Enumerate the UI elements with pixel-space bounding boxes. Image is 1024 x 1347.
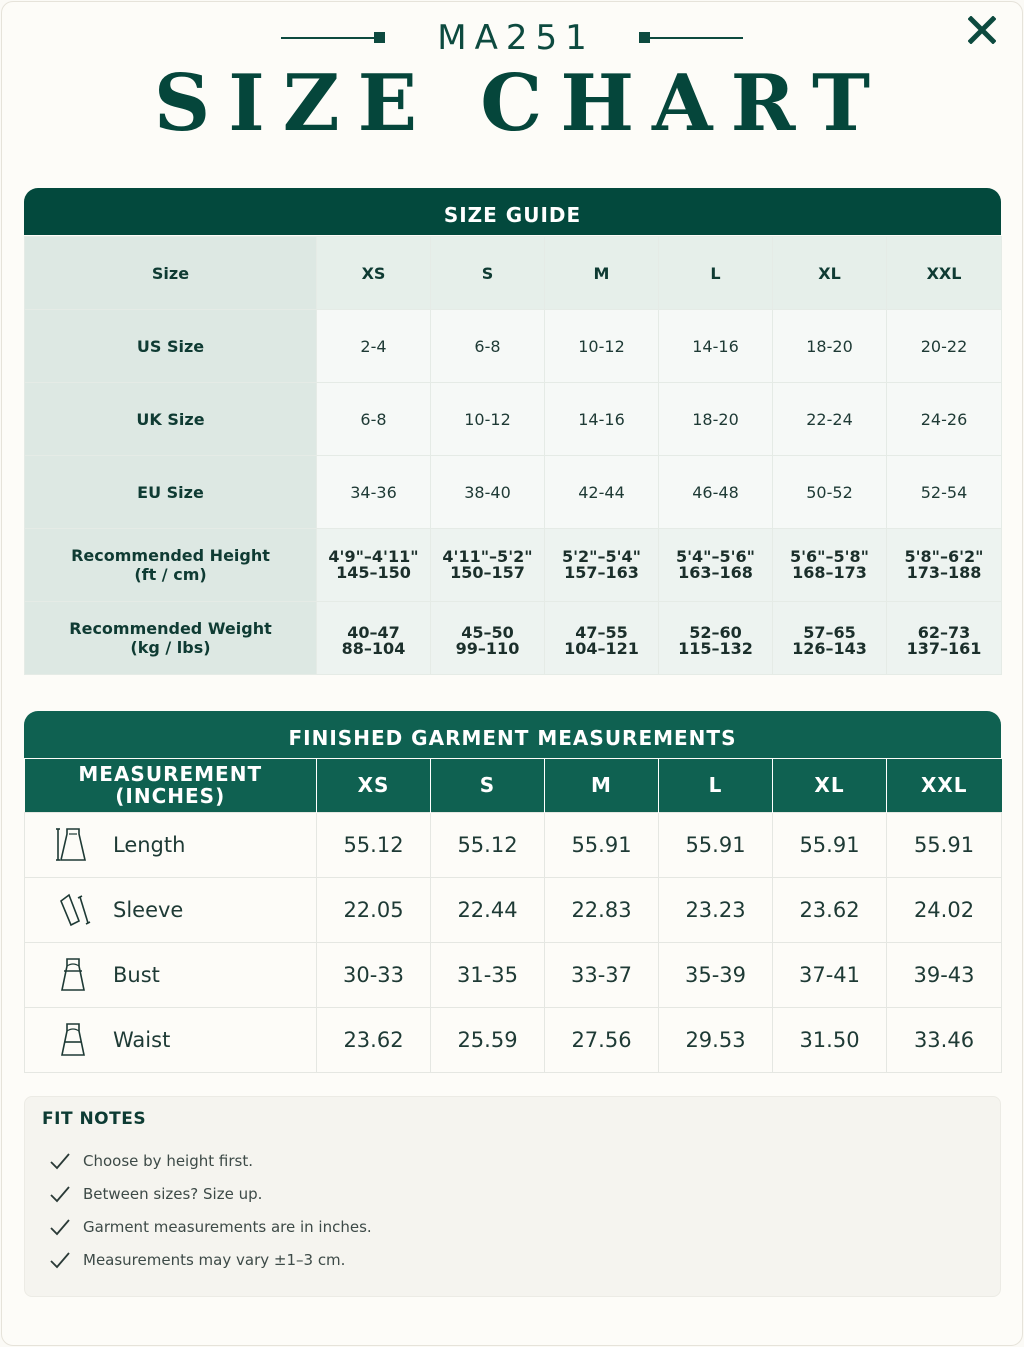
measurement-value: 55.12 bbox=[317, 812, 431, 877]
weight-lbs: 104–121 bbox=[564, 639, 639, 658]
height-row bbox=[25, 529, 1002, 602]
table-cell: 38-40 bbox=[431, 456, 545, 529]
size-column-header: XL bbox=[773, 759, 887, 812]
height-cm: 150–157 bbox=[450, 563, 525, 582]
table-cell: 22-24 bbox=[773, 383, 887, 456]
table-cell: 42-44 bbox=[545, 456, 659, 529]
measurement-label-cell bbox=[25, 812, 317, 877]
size-cell: L bbox=[659, 237, 773, 310]
size-column-header: M bbox=[545, 759, 659, 812]
checkmark-icon bbox=[49, 1151, 71, 1171]
size-cell: M bbox=[545, 237, 659, 310]
decorative-line-right bbox=[639, 37, 743, 39]
size-cell: S bbox=[431, 237, 545, 310]
checkmark-icon bbox=[49, 1250, 71, 1270]
table-cell: 18-20 bbox=[773, 310, 887, 383]
weight-kg: 45–50 bbox=[461, 623, 514, 642]
measurement-value: 55.91 bbox=[887, 812, 1002, 877]
size-guide-row bbox=[25, 310, 1002, 383]
height-ft: 5'8"–6'2" bbox=[904, 547, 984, 566]
row-label bbox=[25, 529, 317, 602]
measurement-value: 22.05 bbox=[317, 877, 431, 942]
weight-cell bbox=[317, 602, 431, 675]
measurement-label-cell bbox=[25, 877, 317, 942]
measurement-label: Waist bbox=[113, 1027, 171, 1052]
measurement-value: 55.91 bbox=[773, 812, 887, 877]
weight-cell bbox=[887, 602, 1002, 675]
measurement-value: 55.91 bbox=[545, 812, 659, 877]
product-code: MA251 bbox=[437, 18, 595, 58]
height-cell bbox=[773, 529, 887, 602]
table-cell: 20-22 bbox=[887, 310, 1002, 383]
size-column-header: XS bbox=[317, 759, 431, 812]
measurement-value: 31-35 bbox=[431, 942, 545, 1007]
table-cell: 10-12 bbox=[545, 310, 659, 383]
height-ft: 5'6"–5'8" bbox=[790, 547, 869, 566]
weight-kg: 47–55 bbox=[575, 623, 628, 642]
fit-note-text: Garment measurements are in inches. bbox=[83, 1218, 372, 1236]
bust-icon bbox=[53, 955, 93, 995]
size-row bbox=[25, 237, 1002, 310]
measurement-value: 24.02 bbox=[887, 877, 1002, 942]
height-cell bbox=[887, 529, 1002, 602]
size-guide-row bbox=[25, 383, 1002, 456]
height-cm: 168–173 bbox=[792, 563, 867, 582]
table-cell: 10-12 bbox=[431, 383, 545, 456]
measurement-value: 39-43 bbox=[887, 942, 1002, 1007]
garment-measurements-table bbox=[24, 759, 1002, 1073]
page-title: SIZE CHART bbox=[153, 58, 889, 149]
table-row bbox=[25, 1007, 1002, 1072]
weight-kg: 62–73 bbox=[917, 623, 971, 642]
size-guide-header: SIZE GUIDE bbox=[24, 188, 1001, 235]
fit-note-item bbox=[49, 1217, 372, 1237]
size-guide-row bbox=[25, 456, 1002, 529]
weight-row bbox=[25, 602, 1002, 675]
measurement-value: 31.50 bbox=[773, 1007, 887, 1072]
weight-lbs: 115–132 bbox=[678, 639, 753, 658]
row-label: UK Size bbox=[25, 383, 317, 456]
weight-kg: 57–65 bbox=[803, 623, 856, 642]
measurement-value: 35-39 bbox=[659, 942, 773, 1007]
measurement-value: 29.53 bbox=[659, 1007, 773, 1072]
measurement-header-line1: MEASUREMENT bbox=[78, 762, 263, 787]
measurement-value: 23.23 bbox=[659, 877, 773, 942]
row-label: Size bbox=[25, 237, 317, 310]
garment-measurements-header: FINISHED GARMENT MEASUREMENTS bbox=[24, 711, 1001, 758]
weight-cell bbox=[659, 602, 773, 675]
table-row bbox=[25, 877, 1002, 942]
measurement-value: 55.12 bbox=[431, 812, 545, 877]
height-cm: 157–163 bbox=[564, 563, 639, 582]
fit-note-text: Between sizes? Size up. bbox=[83, 1185, 263, 1203]
table-cell: 14-16 bbox=[545, 383, 659, 456]
fit-notes bbox=[24, 1096, 1001, 1297]
size-column-header: XXL bbox=[887, 759, 1002, 812]
row-label-line2: (kg / lbs) bbox=[130, 638, 211, 657]
height-cm: 145–150 bbox=[336, 563, 411, 582]
size-column-header: L bbox=[659, 759, 773, 812]
measurement-value: 23.62 bbox=[773, 877, 887, 942]
table-cell: 46-48 bbox=[659, 456, 773, 529]
measurement-label-cell bbox=[25, 942, 317, 1007]
measurement-value: 30-33 bbox=[317, 942, 431, 1007]
fit-note-item bbox=[49, 1151, 253, 1171]
measurement-value: 23.62 bbox=[317, 1007, 431, 1072]
measurement-label-cell bbox=[25, 1007, 317, 1072]
measurement-label: Bust bbox=[113, 962, 160, 987]
height-cm: 173–188 bbox=[906, 563, 982, 582]
weight-lbs: 88–104 bbox=[341, 639, 406, 658]
sleeve-icon bbox=[53, 890, 93, 930]
measurement-value: 33.46 bbox=[887, 1007, 1002, 1072]
weight-lbs: 126–143 bbox=[792, 639, 867, 658]
height-cell bbox=[545, 529, 659, 602]
garment-header-row bbox=[25, 759, 1002, 812]
dress-length-icon bbox=[53, 825, 93, 865]
checkmark-icon bbox=[49, 1184, 71, 1204]
weight-lbs: 137–161 bbox=[906, 639, 982, 658]
fit-note-item bbox=[49, 1184, 262, 1204]
measurement-value: 22.44 bbox=[431, 877, 545, 942]
height-ft: 4'11"–5'2" bbox=[442, 547, 533, 566]
measurement-label: Sleeve bbox=[113, 897, 184, 922]
waist-icon bbox=[53, 1020, 93, 1060]
measurement-value: 22.83 bbox=[545, 877, 659, 942]
table-cell: 24-26 bbox=[887, 383, 1002, 456]
weight-cell bbox=[773, 602, 887, 675]
size-guide-table bbox=[24, 236, 1002, 675]
row-label-line1: Recommended Weight bbox=[69, 619, 272, 638]
close-button[interactable] bbox=[962, 10, 1002, 50]
brand-row bbox=[0, 18, 1024, 58]
table-cell: 52-54 bbox=[887, 456, 1002, 529]
table-cell: 34-36 bbox=[317, 456, 431, 529]
measurement-label: Length bbox=[113, 832, 186, 857]
size-cell: XL bbox=[773, 237, 887, 310]
size-cell: XS bbox=[317, 237, 431, 310]
measurement-value: 27.56 bbox=[545, 1007, 659, 1072]
row-label bbox=[25, 602, 317, 675]
row-label-line2: (ft / cm) bbox=[134, 565, 207, 584]
fit-note-item bbox=[49, 1250, 345, 1270]
height-ft: 5'2"–5'4" bbox=[562, 547, 641, 566]
table-cell: 6-8 bbox=[431, 310, 545, 383]
fit-note-text: Measurements may vary ±1–3 cm. bbox=[83, 1251, 346, 1269]
size-cell: XXL bbox=[887, 237, 1002, 310]
measurement-header-line2: (INCHES) bbox=[115, 784, 226, 809]
close-icon bbox=[968, 16, 996, 44]
height-cell bbox=[431, 529, 545, 602]
weight-cell bbox=[545, 602, 659, 675]
row-label: US Size bbox=[25, 310, 317, 383]
table-cell: 14-16 bbox=[659, 310, 773, 383]
table-cell: 6-8 bbox=[317, 383, 431, 456]
measurement-column-header bbox=[25, 759, 317, 812]
weight-cell bbox=[431, 602, 545, 675]
fit-notes-title: FIT NOTES bbox=[42, 1109, 147, 1129]
table-row bbox=[25, 942, 1002, 1007]
height-cell bbox=[317, 529, 431, 602]
table-cell: 2-4 bbox=[317, 310, 431, 383]
table-row bbox=[25, 812, 1002, 877]
row-label-line1: Recommended Height bbox=[71, 546, 270, 565]
weight-kg: 40–47 bbox=[347, 623, 400, 642]
table-cell: 18-20 bbox=[659, 383, 773, 456]
height-ft: 5'4"–5'6" bbox=[676, 547, 755, 566]
weight-kg: 52–60 bbox=[689, 623, 742, 642]
decorative-line-left bbox=[281, 37, 385, 39]
row-label: EU Size bbox=[25, 456, 317, 529]
measurement-value: 55.91 bbox=[659, 812, 773, 877]
measurement-value: 25.59 bbox=[431, 1007, 545, 1072]
table-cell: 50-52 bbox=[773, 456, 887, 529]
fit-note-text: Choose by height first. bbox=[83, 1152, 253, 1170]
measurement-value: 33-37 bbox=[545, 942, 659, 1007]
checkmark-icon bbox=[49, 1217, 71, 1237]
height-ft: 4'9"–4'11" bbox=[328, 547, 419, 566]
size-column-header: S bbox=[431, 759, 545, 812]
height-cell bbox=[659, 529, 773, 602]
weight-lbs: 99–110 bbox=[455, 639, 520, 658]
height-cm: 163–168 bbox=[678, 563, 753, 582]
measurement-value: 37-41 bbox=[773, 942, 887, 1007]
